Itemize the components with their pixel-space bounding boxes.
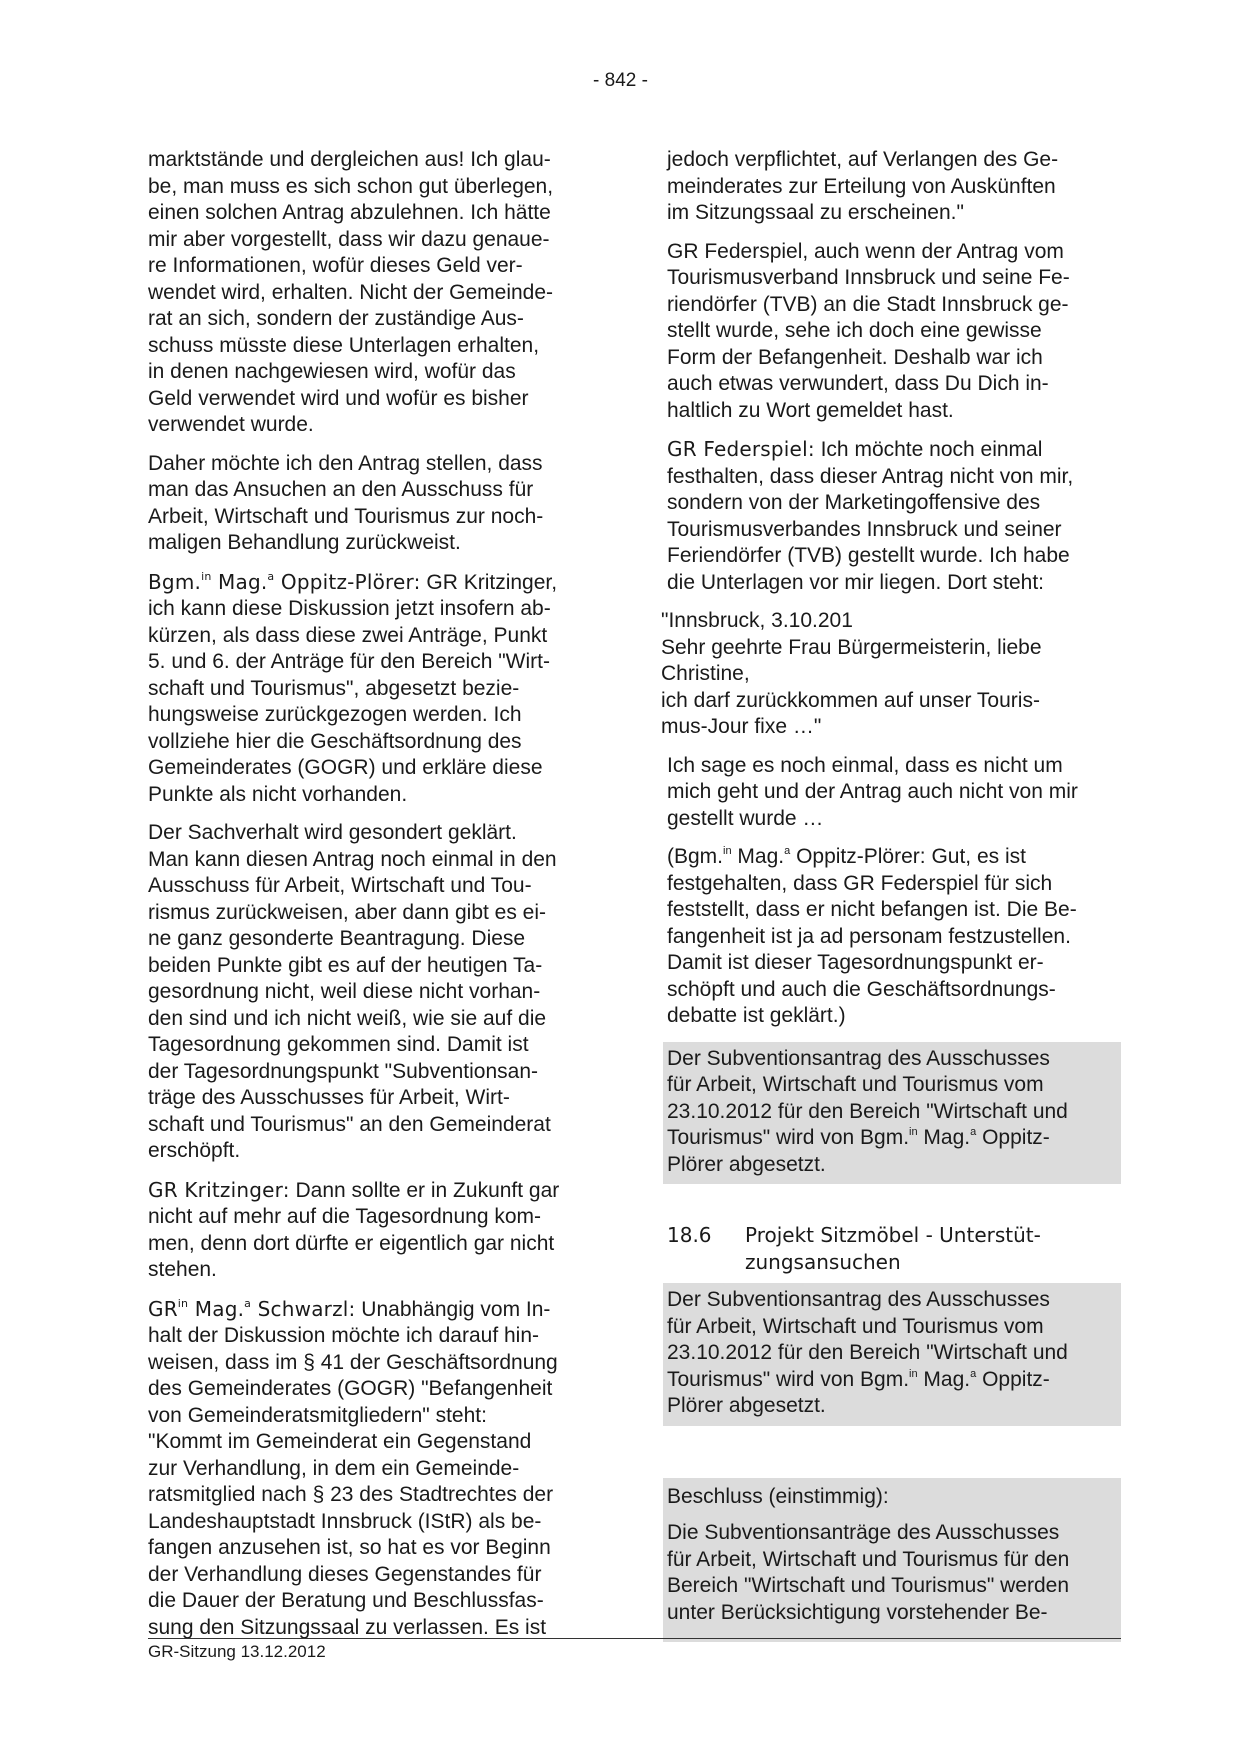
page-number: - 842 - [593, 70, 648, 91]
quoted-letter: "Innsbruck, 3.10.201 Sehr geehrte Frau Bürgermeisterin, liebe Christine, ich darf zurückkommen auf unser Touris- mus-Jour fixe …" [661, 609, 1042, 738]
footer-divider [148, 1638, 1121, 1639]
paragraph: Daher möchte ich den Antrag stellen, dass man das Ansuchen an den Ausschuss für Arbeit, Wirtschaft und Tourismus zur noch- maligen Behandlung zurückweist. [148, 451, 544, 554]
paragraph: marktstände und dergleichen aus! Ich glau- be, man muss es sich schon gut überlegen, einen solchen Antrag abzulehnen. Ich hätte mir aber vorgestellt, dass wir dazu genaue- re Informationen, wofür dieses Geld ver- wendet wird, erhalten. Nicht der Gemeinde- rat an sich, sondern der zuständige Aus- schuss müsste diese Unterlagen erhalten, in denen nachgewiesen wird, wofür das Geld verwendet wird und wofür es bisher verwendet wurde. [148, 148, 554, 436]
paragraph: Der Sachverhalt wird gesondert geklärt. Man kann diesen Antrag noch einmal in den Ausschuss für Arbeit, Wirtschaft und Tou- rismus zurückweisen, aber dann gibt es ei- ne ganz gesonderte Beantragung. Diese beiden Punkte gibt es auf der heutigen Ta- gesordnung nicht, weil diese nicht vorhan- den sind und ich nicht weiß, wie sie auf die Tagesordnung gekommen sind. Damit ist der Tagesordnungspunkt "Subventionsan- träge des Ausschusses für Arbeit, Wirt- schaft und Tourismus" an den Gemeinderat erschöpft. [148, 821, 557, 1162]
speaker-name: GR Federspiel: [667, 437, 815, 461]
agenda-item-number: 18.6 [667, 1223, 712, 1247]
agenda-item-title: Projekt Sitzmöbel - Unterstüt- zungsansuchen [745, 1223, 1041, 1274]
paragraph: jedoch verpflichtet, auf Verlangen des Ge- meinderates zur Erteilung von Auskünften im Sitzungssaal zu erscheinen." [667, 148, 1059, 224]
speaker-name: Bgm.$^{in}$ Mag.$^a$ Oppitz-Plörer: [148, 569, 421, 594]
speaker-name: $GR^{in}$ Mag.$^a$ Schwarzl: [148, 1296, 356, 1321]
resolution-box [663, 1478, 1121, 1643]
left-column [148, 147, 596, 1653]
paragraph: (Bgm.$^{in}$ Mag.$^a$ Oppitz-Plörer: Gut, es ist festgehalten, dass GR Federspiel für sich feststellt, dass er nicht befangen ist. Die Be- fangenheit ist ja ad personam festzustellen. Damit ist dieser Tagesordnungspunkt er- schöpft und auch die Geschäftsordnungs- debatte ist geklärt.) [667, 845, 1077, 1027]
resolution-heading: Beschluss (einstimmig): [667, 1484, 889, 1508]
paragraph: Ich sage es noch einmal, dass es nicht um mich geht und der Antrag auch nicht von mir gestellt wurde … [667, 753, 1078, 830]
speech-paragraph: Bgm.$^{in}$ Mag.$^a$ Oppitz-Plörer: GR Kritzinger, ich kann diese Diskussion jetzt insofern ab- kürzen, als dass diese zwei Anträge, Punkt 5. und 6. der Anträge für den Bereich "Wirt- schaft und Tourismus", abgesetzt bezie- hungsweise zurückgezogen werden. Ich vollziehe hier die Geschäftsordnung des Gemeinderates (GOGR) und erkläre diese Punkte als nicht vorhanden. [148, 569, 558, 806]
shaded-resolution: Der Subventionsantrag des Ausschusses für Arbeit, Wirtschaft und Tourismus vom 23.10.2012 für den Bereich "Wirtschaft und Tourismus" wird von Bgm.$^{in}$ Mag.$^a$ Oppitz- Plörer abgesetzt. [663, 1042, 1121, 1185]
shaded-resolution: Der Subventionsantrag des Ausschusses für Arbeit, Wirtschaft und Tourismus vom 23.10.2012 für den Bereich "Wirtschaft und Tourismus" wird von Bgm.$^{in}$ Mag.$^a$ Oppitz- Plörer abgesetzt. [663, 1283, 1121, 1426]
speech-paragraph: $GR^{in}$ Mag.$^a$ Schwarzl: Unabhängig vom In- halt der Diskussion möchte ich darauf hin- weisen, dass im § 41 der Geschäftsordnung des Gemeinderates (GOGR) "Befangenheit von Gemeinderatsmitgliedern" steht: "Kommt im Gemeinderat ein Gegenstand zur Verhandlung, in dem ein Gemeinde- ratsmitglied nach § 23 des Stadtrechtes der Landeshauptstadt Innsbruck (IStR) als be- fangen anzusehen ist, so hat es vor Beginn der Verhandlung dieses Gegenstandes für die Dauer der Beratung und Beschlussfas- sung den Sitzungssaal zu verlassen. Es ist [148, 1296, 558, 1639]
speech-paragraph: GR Federspiel: Ich möchte noch einmal festhalten, dass dieser Antrag nicht von mir, sondern von der Marketingoffensive des Tourismusverbandes Innsbruck und seiner Feriendörfer (TVB) gestellt wurde. Ich habe die Unterlagen vor mir liegen. Dort steht: [667, 437, 1074, 594]
resolution-text: Die Subventionsanträge des Ausschusses für Arbeit, Wirtschaft und Tourismus für den Bereich "Wirtschaft und Tourismus" werden unter Berücksichtigung vorstehender Be- [667, 1521, 1070, 1624]
speaker-name: GR Kritzinger: [148, 1177, 290, 1202]
paragraph: GR Federspiel, auch wenn der Antrag vom Tourismusverband Innsbruck und seine Fe- riendörfer (TVB) an die Stadt Innsbruck ge- stellt wurde, sehe ich doch eine gewisse Form der Befangenheit. Deshalb war ich auch etwas verwundert, dass Du Dich in- haltlich zu Wort gemeldet hast. [667, 239, 1070, 422]
agenda-item-heading [667, 1222, 1121, 1275]
right-column [661, 147, 1121, 1642]
speech-paragraph: GR Kritzinger: Dann sollte er in Zukunft gar nicht auf mehr auf die Tagesordnung kom- men, denn dort dürfte er eigentlich gar nicht stehen. [148, 1177, 560, 1281]
footer-session-date: GR-Sitzung 13.12.2012 [148, 1642, 326, 1661]
